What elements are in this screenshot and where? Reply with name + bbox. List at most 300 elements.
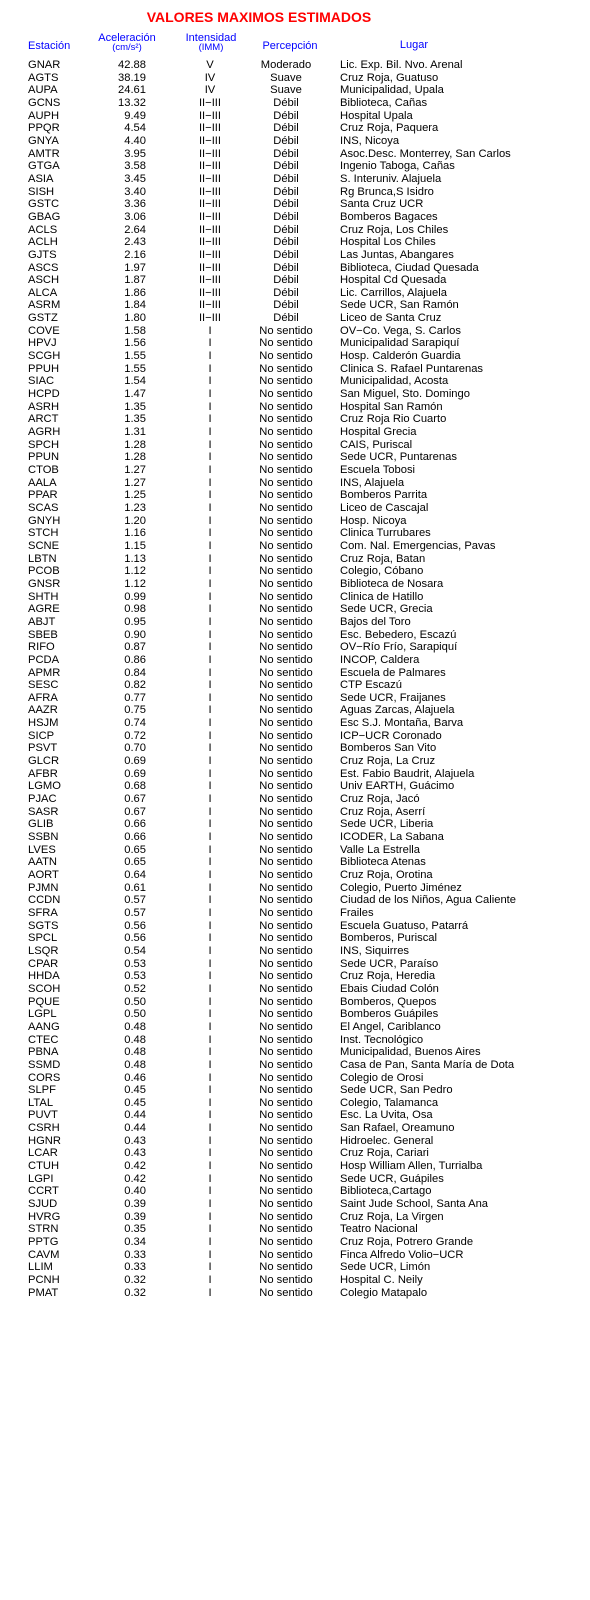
intensity-cell: I (208, 641, 212, 654)
place-cell: Municipalidad, Buenos Aires (340, 1046, 481, 1059)
station-cell: GJTS (28, 248, 57, 261)
place-cell: Cruz Roja, Paquera (340, 122, 439, 135)
table-row (0, 1198, 590, 1211)
table-row (0, 1261, 590, 1274)
intensity-cell: I (208, 1147, 212, 1160)
intensity-cell: I (208, 1008, 212, 1021)
intensity-cell: I (208, 1223, 212, 1236)
place-cell: Escuela Guatuso, Patarrá (340, 919, 469, 932)
station-cell: PPUH (28, 362, 60, 375)
acceleration-cell: 0.48 (124, 1058, 146, 1071)
table-row (0, 831, 590, 844)
intensity-cell: I (208, 489, 212, 502)
table-row (0, 1084, 590, 1097)
acceleration-cell: 1.16 (124, 527, 146, 540)
table-row (0, 388, 590, 401)
perception-cell: No sentido (259, 552, 313, 565)
intensity-cell: II−III (198, 248, 222, 261)
place-cell: Liceo de Santa Cruz (340, 312, 442, 325)
station-cell: PSVT (28, 742, 58, 755)
place-cell: Saint Jude School, Santa Ana (340, 1198, 489, 1211)
acceleration-cell: 0.46 (124, 1071, 146, 1084)
station-cell: ARCT (28, 413, 59, 426)
station-cell: CORS (28, 1071, 61, 1084)
perception-cell: No sentido (259, 1096, 313, 1109)
place-cell: Esc. La Uvita, Osa (340, 1109, 433, 1122)
table-row (0, 1211, 590, 1224)
place-cell: Lic. Carrillos, Alajuela (340, 286, 447, 299)
place-cell: ICP−UCR Coronado (340, 729, 442, 742)
perception-cell: No sentido (259, 451, 313, 464)
table-row (0, 1185, 590, 1198)
station-cell: AFBR (28, 767, 58, 780)
station-cell: SESC (28, 679, 59, 692)
table-row (0, 135, 590, 148)
table-row (0, 869, 590, 882)
table-row (0, 1072, 590, 1085)
station-cell: GNYA (28, 134, 59, 147)
station-cell: SPCH (28, 438, 60, 451)
intensity-cell: I (208, 1020, 212, 1033)
acceleration-cell: 1.27 (124, 464, 146, 476)
acceleration-cell: 0.84 (124, 666, 146, 679)
station-cell: GTGA (28, 160, 60, 173)
intensity-cell: II−III (198, 210, 222, 223)
acceleration-cell: 0.45 (124, 1096, 146, 1109)
intensity-cell: I (208, 1071, 212, 1084)
table-row (0, 186, 590, 199)
station-cell: SCOH (28, 982, 61, 995)
perception-cell: No sentido (259, 653, 313, 666)
perception-cell: No sentido (259, 894, 313, 907)
acceleration-cell: 0.48 (124, 1046, 146, 1059)
place-cell: Cruz Roja, Aserrí (340, 805, 426, 818)
intensity-cell: I (208, 995, 212, 1008)
perception-cell: No sentido (259, 565, 313, 578)
place-cell: Ebais Ciudad Colón (340, 982, 439, 995)
table-row (0, 148, 590, 161)
acceleration-cell: 4.40 (124, 134, 146, 147)
intensity-cell: II−III (198, 312, 222, 325)
table-row (0, 502, 590, 515)
acceleration-cell: 0.50 (124, 1008, 146, 1021)
intensity-cell: II−III (198, 286, 222, 299)
table-row (0, 1160, 590, 1173)
table-row (0, 122, 590, 135)
intensity-cell: I (208, 400, 212, 413)
station-cell: PUVT (28, 1109, 58, 1122)
place-cell: Hospital Upala (340, 109, 413, 122)
table-row (0, 565, 590, 578)
station-cell: STCH (28, 527, 59, 540)
place-cell: Com. Nal. Emergencias, Pavas (340, 539, 496, 552)
intensity-cell: II−III (198, 122, 222, 135)
perception-cell: Débil (273, 210, 299, 223)
table-row (0, 780, 590, 793)
header-intensity (179, 33, 243, 53)
acceleration-cell: 3.40 (124, 185, 146, 198)
table-row (0, 958, 590, 971)
intensity-cell: I (208, 780, 212, 793)
acceleration-cell: 0.34 (124, 1236, 146, 1249)
perception-cell: No sentido (259, 767, 313, 780)
perception-cell: No sentido (259, 1109, 313, 1122)
acceleration-cell: 13.32 (118, 96, 146, 109)
table-row (0, 844, 590, 857)
perception-cell: No sentido (259, 691, 313, 704)
place-cell: Cruz Roja, Batan (340, 552, 426, 565)
intensity-cell: I (208, 1160, 212, 1173)
station-cell: SSBN (28, 831, 59, 844)
acceleration-cell: 0.64 (124, 869, 146, 881)
station-cell: AATN (28, 856, 58, 869)
table-row (0, 274, 590, 287)
table-row (0, 894, 590, 907)
place-cell: Hospital Cd Quesada (340, 274, 447, 287)
perception-cell: No sentido (259, 590, 313, 603)
perception-cell: No sentido (259, 1033, 313, 1046)
station-cell: GSTZ (28, 312, 58, 325)
place-cell: Colegio, Puerto Jiménez (340, 881, 462, 894)
station-cell: GNAR (28, 59, 61, 71)
intensity-cell: I (208, 679, 212, 692)
header-intensity-label: Intensidad (185, 32, 237, 44)
place-cell: Biblioteca, Cañas (340, 96, 428, 109)
place-cell: Bajos del Toro (340, 615, 411, 628)
place-cell: Biblioteca Atenas (340, 856, 426, 869)
intensity-cell: I (208, 451, 212, 464)
perception-cell: No sentido (259, 1210, 313, 1223)
perception-cell: No sentido (259, 426, 313, 439)
table-row (0, 704, 590, 717)
place-cell: Lic. Exp. Bil. Nvo. Arenal (340, 59, 463, 71)
table-row (0, 1223, 590, 1236)
station-cell: AMTR (28, 147, 60, 160)
perception-cell: No sentido (259, 1286, 313, 1299)
acceleration-cell: 0.66 (124, 818, 146, 831)
station-cell: SHTH (28, 590, 59, 603)
acceleration-cell: 0.39 (124, 1210, 146, 1223)
acceleration-cell: 1.56 (124, 337, 146, 350)
table-row (0, 413, 590, 426)
place-cell: Cruz Roja, Los Chiles (340, 223, 449, 236)
perception-cell: No sentido (259, 337, 313, 350)
table-row (0, 667, 590, 680)
acceleration-cell: 24.61 (118, 84, 146, 97)
table-row (0, 1034, 590, 1047)
station-cell: ALCA (28, 286, 58, 299)
perception-cell: No sentido (259, 350, 313, 363)
place-cell: Biblioteca,Cartago (340, 1185, 432, 1198)
intensity-cell: I (208, 413, 212, 426)
place-cell: Cruz Roja, Guatuso (340, 71, 439, 84)
perception-cell: No sentido (259, 324, 313, 337)
perception-cell: No sentido (259, 717, 313, 730)
perception-cell: No sentido (259, 666, 313, 679)
acceleration-cell: 4.54 (124, 122, 146, 135)
table-row (0, 806, 590, 819)
acceleration-cell: 1.28 (124, 438, 146, 451)
station-cell: PCNH (28, 1274, 60, 1286)
perception-cell: Suave (270, 71, 302, 84)
table-row (0, 375, 590, 388)
station-cell: CPAR (28, 957, 59, 970)
place-cell: Sede UCR, Grecia (340, 603, 433, 616)
place-cell: Clinica S. Rafael Puntarenas (340, 362, 484, 375)
acceleration-cell: 1.23 (124, 501, 146, 514)
perception-cell: No sentido (259, 628, 313, 641)
acceleration-cell: 1.35 (124, 413, 146, 426)
table-row (0, 1097, 590, 1110)
table-row (0, 401, 590, 414)
acceleration-cell: 38.19 (118, 71, 146, 84)
place-cell: Sede UCR, Fraijanes (340, 691, 446, 704)
station-cell: GLCR (28, 755, 60, 768)
place-cell: CTP Escazú (340, 679, 402, 692)
perception-cell: Débil (273, 147, 299, 160)
table-row (0, 629, 590, 642)
acceleration-cell: 0.42 (124, 1160, 146, 1173)
table-row (0, 236, 590, 249)
place-cell: Colegio, Cóbano (340, 565, 424, 578)
station-cell: AUPA (28, 84, 58, 97)
acceleration-cell: 0.33 (124, 1248, 146, 1261)
station-cell: GBAG (28, 210, 61, 223)
place-cell: Ingenio Taboga, Cañas (340, 160, 455, 173)
intensity-cell: I (208, 577, 212, 590)
table-row (0, 768, 590, 781)
intensity-cell: I (208, 388, 212, 401)
table-row (0, 692, 590, 705)
place-cell: ICODER, La Sabana (340, 831, 444, 844)
place-cell: OV−Co. Vega, S. Carlos (340, 324, 461, 337)
table-row (0, 59, 590, 72)
intensity-cell: I (208, 717, 212, 730)
table-row (0, 72, 590, 85)
perception-cell: No sentido (259, 1020, 313, 1033)
intensity-cell: I (208, 755, 212, 768)
perception-cell: No sentido (259, 615, 313, 628)
perception-cell: No sentido (259, 818, 313, 831)
table-row (0, 527, 590, 540)
table-row (0, 262, 590, 275)
place-cell: Est. Fabio Baudrit, Alajuela (340, 767, 475, 780)
perception-cell: No sentido (259, 780, 313, 793)
intensity-cell: IV (204, 84, 216, 97)
perception-cell: No sentido (259, 413, 313, 426)
station-cell: SLPF (28, 1084, 56, 1097)
table-row (0, 249, 590, 262)
intensity-cell: I (208, 1109, 212, 1122)
perception-cell: No sentido (259, 1274, 313, 1286)
table-row (0, 1109, 590, 1122)
perception-cell: No sentido (259, 831, 313, 844)
table-row (0, 591, 590, 604)
intensity-cell: I (208, 1033, 212, 1046)
perception-cell: No sentido (259, 843, 313, 856)
station-cell: GCNS (28, 96, 61, 109)
table-row (0, 1021, 590, 1034)
table-row (0, 198, 590, 211)
station-cell: PCDA (28, 653, 60, 666)
perception-cell: No sentido (259, 1071, 313, 1084)
perception-cell: No sentido (259, 1084, 313, 1097)
station-cell: AGRH (28, 426, 61, 439)
table-row (0, 1236, 590, 1249)
station-cell: SJUD (28, 1198, 58, 1211)
place-cell: INS, Siquirres (340, 944, 410, 957)
acceleration-cell: 1.80 (124, 312, 146, 325)
place-cell: Santa Cruz UCR (340, 198, 424, 211)
intensity-cell: I (208, 438, 212, 451)
table-row (0, 464, 590, 477)
station-cell: GSTC (28, 198, 60, 211)
acceleration-cell: 3.06 (124, 210, 146, 223)
acceleration-cell: 1.31 (124, 426, 146, 439)
perception-cell: No sentido (259, 1198, 313, 1211)
place-cell: OV−Río Frío, Sarapiquí (340, 641, 458, 654)
acceleration-cell: 0.69 (124, 755, 146, 768)
perception-cell: Débil (273, 274, 299, 287)
table-row (0, 1173, 590, 1186)
table-row (0, 1008, 590, 1021)
acceleration-cell: 1.86 (124, 286, 146, 299)
acceleration-cell: 0.95 (124, 615, 146, 628)
place-cell: Casa de Pan, Santa María de Dota (340, 1058, 515, 1071)
intensity-cell: I (208, 1248, 212, 1261)
perception-cell: Débil (273, 248, 299, 261)
station-cell: AGRE (28, 603, 60, 616)
perception-cell: No sentido (259, 527, 313, 540)
place-cell: Hosp. Nicoya (340, 514, 407, 527)
place-cell: INCOP, Caldera (340, 653, 420, 666)
acceleration-cell: 0.43 (124, 1147, 146, 1160)
place-cell: Cruz Roja, Jacó (340, 793, 420, 806)
table-row (0, 983, 590, 996)
acceleration-cell: 0.65 (124, 843, 146, 856)
station-cell: SCGH (28, 350, 61, 363)
table-row (0, 793, 590, 806)
acceleration-cell: 2.16 (124, 248, 146, 261)
acceleration-cell: 0.74 (124, 717, 146, 730)
place-cell: Esc S.J. Montaña, Barva (340, 717, 464, 730)
intensity-cell: I (208, 1261, 212, 1274)
perception-cell: No sentido (259, 362, 313, 375)
acceleration-cell: 0.48 (124, 1020, 146, 1033)
place-cell: Bomberos Parrita (340, 489, 428, 502)
acceleration-cell: 0.57 (124, 906, 146, 919)
table-row (0, 856, 590, 869)
place-cell: Clinica Turrubares (340, 527, 431, 540)
place-cell: Hospital Los Chiles (340, 236, 436, 249)
intensity-cell: I (208, 843, 212, 856)
station-cell: COVE (28, 324, 60, 337)
perception-cell: Débil (273, 236, 299, 249)
acceleration-cell: 0.53 (124, 957, 146, 970)
place-cell: Municipalidad Sarapiquí (340, 337, 460, 350)
perception-cell: No sentido (259, 704, 313, 717)
acceleration-cell: 0.67 (124, 805, 146, 818)
station-cell: PMAT (28, 1286, 59, 1299)
intensity-cell: I (208, 818, 212, 831)
intensity-cell: II−III (198, 223, 222, 236)
table-row (0, 110, 590, 123)
place-cell: Sede UCR, San Pedro (340, 1084, 453, 1097)
acceleration-cell: 1.12 (124, 577, 146, 590)
intensity-cell: I (208, 793, 212, 806)
perception-cell: No sentido (259, 856, 313, 869)
place-cell: Bomberos, Puriscal (340, 932, 437, 945)
perception-cell: No sentido (259, 793, 313, 806)
station-cell: GNYH (28, 514, 61, 527)
perception-cell: No sentido (259, 1058, 313, 1071)
perception-cell: No sentido (259, 539, 313, 552)
place-cell: Cruz Roja Rio Cuarto (340, 413, 447, 426)
table-row (0, 1059, 590, 1072)
perception-cell: No sentido (259, 970, 313, 983)
header-acceleration (85, 33, 169, 53)
place-cell: INS, Alajuela (340, 476, 405, 489)
intensity-cell: I (208, 603, 212, 616)
place-cell: El Angel, Cariblanco (340, 1020, 441, 1033)
place-cell: San Rafael, Oreamuno (340, 1122, 455, 1135)
intensity-cell: I (208, 881, 212, 894)
place-cell: Colegio de Orosi (340, 1071, 424, 1084)
table-row (0, 426, 590, 439)
table-row (0, 97, 590, 110)
intensity-cell: I (208, 831, 212, 844)
table-row (0, 1274, 590, 1287)
table-row (0, 603, 590, 616)
place-cell: Esc. Bebedero, Escazú (340, 628, 457, 641)
intensity-cell: I (208, 337, 212, 350)
intensity-cell: I (208, 944, 212, 957)
intensity-cell: II−III (198, 134, 222, 147)
perception-cell: No sentido (259, 514, 313, 527)
header-place: Lugar (399, 39, 429, 51)
intensity-cell: I (208, 628, 212, 641)
perception-cell: Débil (273, 286, 299, 299)
acceleration-cell: 0.54 (124, 944, 146, 957)
place-cell: Liceo de Cascajal (340, 501, 429, 514)
table-row (0, 224, 590, 237)
perception-cell: No sentido (259, 881, 313, 894)
table-row (0, 287, 590, 300)
acceleration-cell: 0.99 (124, 590, 146, 603)
perception-cell: No sentido (259, 1261, 313, 1274)
table-row (0, 755, 590, 768)
place-cell: Municipalidad, Acosta (340, 375, 449, 388)
table-row (0, 1249, 590, 1262)
perception-cell: No sentido (259, 919, 313, 932)
table-row (0, 350, 590, 363)
table-row (0, 1287, 590, 1300)
station-cell: SPCL (28, 932, 58, 945)
place-cell: Clinica de Hatillo (340, 590, 424, 603)
table-row (0, 312, 590, 325)
station-cell: PPTG (28, 1236, 59, 1249)
station-cell: LGMO (28, 780, 61, 793)
station-cell: HHDA (28, 970, 60, 983)
place-cell: Cruz Roja, La Cruz (340, 755, 436, 768)
station-cell: ASIA (28, 172, 54, 185)
acceleration-cell: 0.70 (124, 742, 146, 755)
place-cell: INS, Nicoya (340, 134, 400, 147)
place-cell: CAIS, Puriscal (340, 438, 413, 451)
place-cell: Sede UCR, San Ramón (340, 299, 459, 312)
place-cell: Cruz Roja, La Virgen (340, 1210, 444, 1223)
acceleration-cell: 0.75 (124, 704, 146, 717)
